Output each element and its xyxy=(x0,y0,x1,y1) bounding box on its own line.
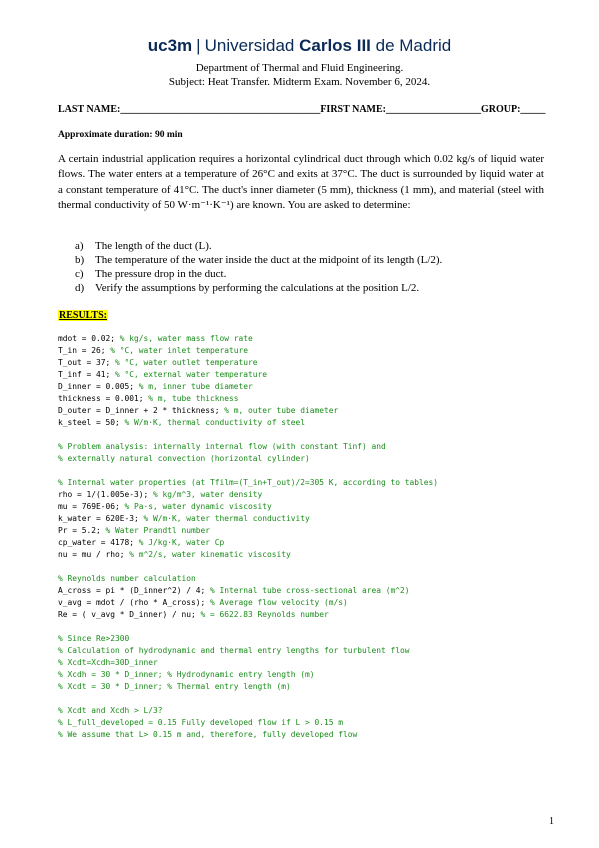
code-line xyxy=(58,441,438,453)
code-comment: % Water Prandtl number xyxy=(105,526,211,535)
code-line xyxy=(58,453,438,465)
code-comment: % m^2/s, water kinematic viscosity xyxy=(129,550,291,559)
task-item xyxy=(58,281,544,295)
university-logo xyxy=(0,36,599,56)
code-line xyxy=(58,345,438,357)
code-comment: % Xcdt = 30 * D_inner; % Thermal entry length (m) xyxy=(58,682,291,691)
logo-uc3m: uc3m xyxy=(147,36,193,55)
code-comment: % Reynolds number calculation xyxy=(58,574,196,583)
code-comment: % Xcdt and Xcdh > L/3? xyxy=(58,706,163,715)
code-line xyxy=(58,381,438,393)
code-comment: % Since Re>2300 xyxy=(58,634,130,643)
code-statement: k_water = 620E-3; xyxy=(58,514,144,523)
code-line xyxy=(58,645,438,657)
code-line xyxy=(58,525,438,537)
code-comment: % J/kg·K, water Cp xyxy=(138,538,225,547)
code-statement: T_out = 37; xyxy=(58,358,116,367)
logo-universidad: Universidad xyxy=(204,36,300,55)
page-number: 1 xyxy=(549,816,554,827)
code-comment: % Xcdt=Xcdh=30D_inner xyxy=(58,658,158,667)
code-comment: % °C, water outlet temperature xyxy=(115,358,258,367)
code-statement: cp_water = 4178; xyxy=(58,538,139,547)
code-line xyxy=(58,501,438,513)
code-statement: k_steel = 50; xyxy=(58,418,125,427)
code-statement: mdot = 0.02; xyxy=(58,334,120,343)
code-line xyxy=(58,429,438,441)
logo-madrid: de Madrid xyxy=(370,36,452,55)
code-comment: % °C, external water temperature xyxy=(115,370,268,379)
code-line xyxy=(58,597,438,609)
code-line xyxy=(58,417,438,429)
task-list xyxy=(58,239,544,295)
code-comment: % m, outer tube diameter xyxy=(224,406,339,415)
task-text: The temperature of the water inside the duct at the midpoint of its length (L/2). xyxy=(95,254,443,266)
student-name-fields: LAST NAME:________________________________________FIRST NAME:___________________GROUP:_____ xyxy=(58,104,546,115)
code-line xyxy=(58,669,438,681)
code-line xyxy=(58,621,438,633)
results-heading: RESULTS: xyxy=(59,310,107,321)
code-comment: % Internal tube cross-sectional area (m^2) xyxy=(210,586,410,595)
code-comment: % L_full_developed = 0.15 Fully developed flow if L > 0.15 m xyxy=(58,718,344,727)
logo-carlos: Carlos III xyxy=(299,36,371,55)
task-letter: b) xyxy=(75,254,85,266)
task-text: The length of the duct (L). xyxy=(95,240,212,252)
code-comment: % We assume that L> 0.15 m and, therefore, fully developed flow xyxy=(58,730,358,739)
code-line xyxy=(58,609,438,621)
code-statement: D_outer = D_inner + 2 * thickness; xyxy=(58,406,225,415)
matlab-code-block xyxy=(58,333,438,741)
code-comment: % Internal water properties (at Tfilm=(T_in+T_out)/2=305 K, according to tables) xyxy=(58,478,439,487)
code-line xyxy=(58,693,438,705)
code-line xyxy=(58,393,438,405)
code-line xyxy=(58,489,438,501)
code-comment: % Pa·s, water dynamic viscosity xyxy=(124,502,272,511)
task-item xyxy=(58,267,544,281)
code-statement: rho = 1/(1.005e-3); xyxy=(58,490,154,499)
task-text: Verify the assumptions by performing the calculations at the position L/2. xyxy=(95,282,420,294)
code-line xyxy=(58,633,438,645)
department-line: Department of Thermal and Fluid Engineering. xyxy=(195,62,404,74)
code-line xyxy=(58,465,438,477)
code-statement: T_inf = 41; xyxy=(58,370,116,379)
code-statement: thickness = 0.001; xyxy=(58,394,149,403)
code-comment: % externally natural convection (horizontal cylinder) xyxy=(58,454,310,463)
code-comment: % W/m·K, thermal conductivity of steel xyxy=(124,418,306,427)
code-line xyxy=(58,705,438,717)
code-line xyxy=(58,657,438,669)
task-letter: d) xyxy=(75,282,85,294)
code-statement: Pr = 5.2; xyxy=(58,526,106,535)
code-line xyxy=(58,333,438,345)
code-line xyxy=(58,717,438,729)
code-comment: % = 6622.83 Reynolds number xyxy=(200,610,329,619)
code-statement: Re = ( v_avg * D_inner) / nu; xyxy=(58,610,201,619)
code-statement: D_inner = 0.005; xyxy=(58,382,139,391)
code-line xyxy=(58,729,438,741)
logo-separator: | xyxy=(196,36,201,55)
code-line xyxy=(58,573,438,585)
code-statement: A_cross = pi * (D_inner^2) / 4; xyxy=(58,586,211,595)
task-letter: c) xyxy=(75,268,84,280)
code-line xyxy=(58,357,438,369)
code-comment: % kg/m^3, water density xyxy=(153,490,263,499)
code-comment: % °C, water inlet temperature xyxy=(110,346,249,355)
code-statement: nu = mu / rho; xyxy=(58,550,130,559)
task-letter: a) xyxy=(75,240,84,252)
code-comment: % Problem analysis: internally internal flow (with constant Tinf) and xyxy=(58,442,386,451)
code-line xyxy=(58,585,438,597)
exam-duration: Approximate duration: 90 min xyxy=(58,130,183,140)
code-comment: % Xcdh = 30 * D_inner; % Hydrodynamic entry length (m) xyxy=(58,670,315,679)
problem-statement: A certain industrial application requires a horizontal cylindrical duct through which 0.02 kg/s of liquid water flows. The water enters at a temperature of 26°C and exits at 37°C. The duct is surrounded by liquid water at a constant temperature of 41°C. The duct's inner diameter (5 mm), thickness (1 mm), and material (steel with thermal conductivity of 50 W·m⁻¹·K⁻¹) are known. You are asked to determine: xyxy=(58,153,544,212)
task-item xyxy=(58,239,544,253)
code-line xyxy=(58,537,438,549)
code-comment: % W/m·K, water thermal conductivity xyxy=(143,514,310,523)
code-line xyxy=(58,405,438,417)
task-item xyxy=(58,253,544,267)
code-line xyxy=(58,369,438,381)
code-statement: v_avg = mdot / (rho * A_cross); xyxy=(58,598,211,607)
code-line xyxy=(58,513,438,525)
task-text: The pressure drop in the duct. xyxy=(95,268,227,280)
subject-line: Subject: Heat Transfer. Midterm Exam. November 6, 2024. xyxy=(168,76,431,88)
code-line xyxy=(58,561,438,573)
code-comment: % Calculation of hydrodynamic and thermal entry lengths for turbulent flow xyxy=(58,646,410,655)
code-line xyxy=(58,681,438,693)
code-comment: % m, tube thickness xyxy=(148,394,239,403)
code-line xyxy=(58,477,438,489)
code-comment: % m, inner tube diameter xyxy=(138,382,253,391)
code-line xyxy=(58,549,438,561)
code-comment: % Average flow velocity (m/s) xyxy=(210,598,348,607)
code-statement: mu = 769E-06; xyxy=(58,502,125,511)
code-statement: T_in = 26; xyxy=(58,346,111,355)
code-comment: % kg/s, water mass flow rate xyxy=(119,334,253,343)
